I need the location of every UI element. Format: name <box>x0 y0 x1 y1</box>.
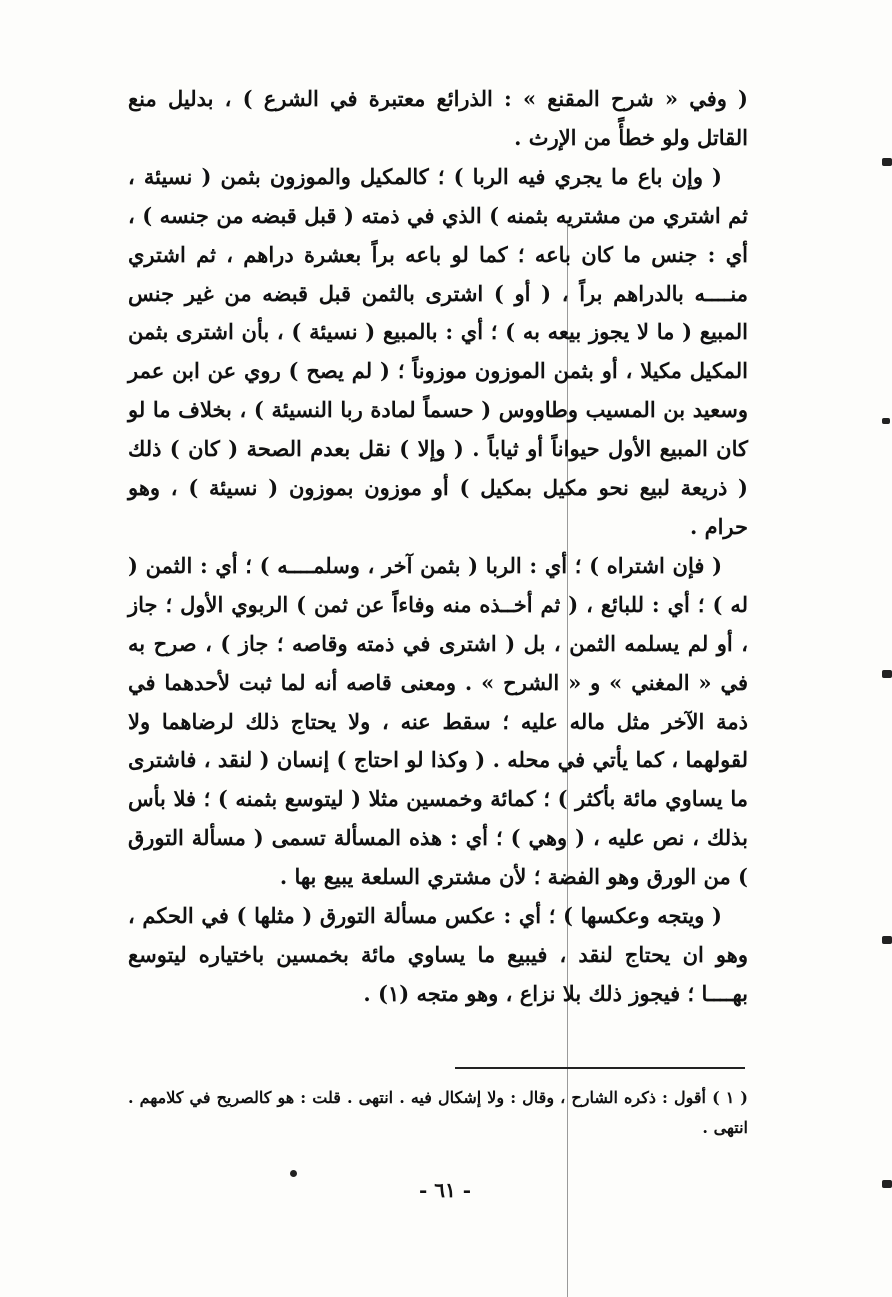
main-text <box>128 80 748 1014</box>
footnote <box>128 1083 748 1143</box>
paragraph: ( فإن اشتراه ) ؛ أي : الربا ( بثمن آخر ، وسلمــــه ) ؛ أي : الثمن ( له ) ؛ أي : للبائع ، ( ثم أخــذه منه وفاءاً عن ثمن ) الربوي الأول ؛ جاز ، أو لم يسلمه الثمن ، بل ( اشترى في ذمته وقاصه ؛ جاز ) ، صرح به في « المغني » و « الشرح » . ومعنى قاصه أنه لما ثبت لأحدهما في ذمة الآخر مثل ماله عليه ؛ سقط عنه ، ولا يحتاج ذلك لرضاهما ولا لقولهما ، كما يأتي في محله . ( وكذا لو احتاج ) إنسان ( لنقد ، فاشترى ما يساوي مائة بأكثر ) ؛ كمائة وخمسين مثلا ( ليتوسع بثمنه ) ؛ فلا بأس بذلك ، نص عليه ، ( وهي ) ؛ أي : هذه المسألة تسمى ( مسألة التورق ) من الورق وهو الفضة ؛ لأن مشتري السلعة يبيع بها . <box>128 552 748 890</box>
page-number: - ٦١ - <box>418 1178 471 1202</box>
footnote-text: ( ١ ) أقول : ذكره الشارح ، وقال : ولا إشكال فيه . انتهى . قلت : هو كالصريح في كلامهم . انتهى . <box>128 1088 748 1137</box>
margin-mark <box>882 1180 892 1188</box>
margin-mark <box>882 936 892 944</box>
paragraph: ( وفي « شرح المقنع » : الذرائع معتبرة في الشرع ) ، بدليل منع القاتل ولو خطأً من الإرث . <box>128 86 748 150</box>
ink-dot <box>290 1170 297 1177</box>
footnote-separator <box>455 1067 745 1069</box>
paragraph: ( ويتجه وعكسها ) ؛ أي : عكس مسألة التورق ( مثلها ) في الحكم ، وهو ان يحتاج لنقد ، فيبيع ما يساوي مائة بخمسين باختياره ليتوسع بهــــا ؛ فيجوز ذلك بلا نزاع ، وهو متجه (١) . <box>128 903 748 1006</box>
margin-mark <box>882 158 892 166</box>
paragraph: ( وإن باع ما يجري فيه الربا ) ؛ كالمكيل والموزون بثمن ( نسيئة ، ثم اشتري من مشتريه بثمنه ) الذي في ذمته ( قبل قبضه من جنسه ) ، أي : جنس ما كان باعه ؛ كما لو باعه براً بعشرة دراهم ، ثم اشتري منــــه بالدراهم براً ، ( أو ) اشترى بالثمن قبل قبضه من غير جنس المبيع ( ما لا يجوز بيعه به ) ؛ أي : بالمبيع ( نسيئة ) ، بأن اشترى بثمن المكيل مكيلا ، أو بثمن الموزون موزوناً ؛ ( لم يصح ) روي عن ابن عمر وسعيد بن المسيب وطاووس ( حسماً لمادة ربا النسيئة ) ، بخلاف ما لو كان المبيع الأول حيواناً أو ثياباً . ( وإلا ) نقل بعدم الصحة ( كان ) ذلك ( ذريعة لبيع نحو مكيل بمكيل ) أو موزون بموزون ( نسيئة ) ، وهو حرام . <box>128 163 748 539</box>
margin-mark <box>882 418 890 424</box>
margin-mark <box>882 670 892 678</box>
